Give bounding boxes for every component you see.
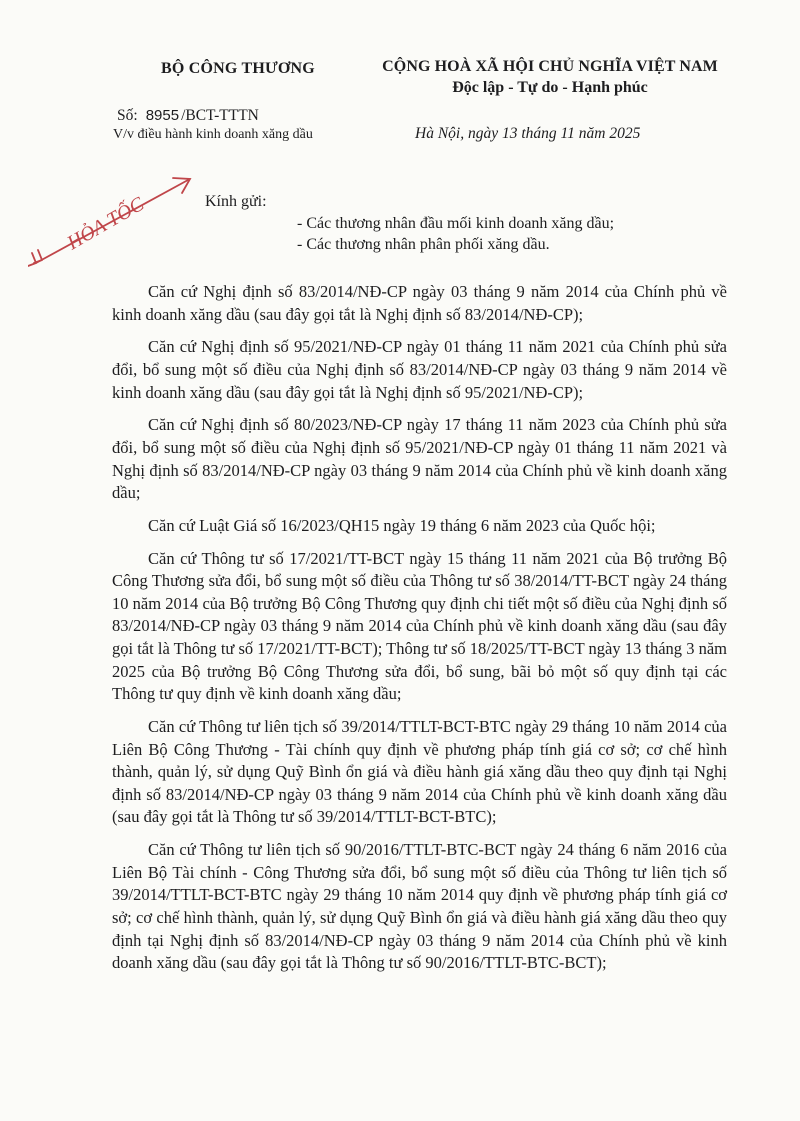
place-date: Hà Nội, ngày 13 tháng 11 năm 2025 [415,125,641,142]
legal-basis-paragraph: Căn cứ Luật Giá số 16/2023/QH15 ngày 19 tháng 6 năm 2023 của Quốc hội; [148,515,656,535]
legal-basis-paragraph: Căn cứ Nghị định số 80/2023/NĐ-CP ngày 17 tháng 11 năm 2023 của Chính phủ sửa đổi, bổ sung một số điều của Nghị định số 95/2021/NĐ-CP ngày 01 tháng 11 năm 2021 và Nghị định số 83/2014/NĐ-CP ngày 03 tháng 9 năm 2014 của Chính phủ về kinh doanh xăng dầu; [112,415,727,503]
national-motto: Độc lập - Tự do - Hạnh phúc [452,79,648,96]
so-suffix: /BCT-TTTN [181,107,259,124]
recipient-list [297,213,614,255]
national-heading [360,58,740,97]
stamp-text: HỎA TỐC [63,192,148,255]
agency-name: BỘ CÔNG THƯƠNG [161,60,315,77]
urgent-stamp [28,168,208,288]
document-number [117,107,259,125]
legal-basis-paragraph: Căn cứ Thông tư liên tịch số 90/2016/TTLT-BTC-BCT ngày 24 tháng 6 năm 2016 của Liên Bộ Tài chính - Công Thương sửa đổi, bổ sung một số điều của Thông tư liên tịch số 39/2014/TTLT-BCT-BTC ngày 29 tháng 10 năm 2014 quy định về phương pháp tính giá cơ sở; cơ chế hình thành, quản lý, sử dụng Quỹ Bình ổn giá và điều hành giá xăng dầu theo quy định tại Nghị định số 83/2014/NĐ-CP ngày 03 tháng 9 năm 2014 của Chính phủ về kinh doanh xăng dầu (sau đây gọi tắt là Thông tư số 90/2016/TTLT-BTC-BCT); [112,840,727,973]
recipient-item: - Các thương nhân đầu mối kinh doanh xăng dầu; [297,215,615,232]
legal-basis-paragraph: Căn cứ Nghị định số 95/2021/NĐ-CP ngày 01 tháng 11 năm 2021 của Chính phủ sửa đổi, bổ sung một số điều của Nghị định số 83/2014/NĐ-CP ngày 03 tháng 9 năm 2014 về kinh doanh xăng dầu (sau đây gọi tắt là Nghị định số 95/2021/NĐ-CP); [112,337,727,402]
legal-basis-paragraph: Căn cứ Thông tư liên tịch số 39/2014/TTLT-BCT-BTC ngày 29 tháng 10 năm 2014 của Liên Bộ Công Thương - Tài chính quy định về phương pháp tính giá cơ sở; cơ chế hình thành, quản lý, sử dụng Quỹ Bình ổn giá và điều hành giá xăng dầu theo quy định tại Nghị định số 83/2014/NĐ-CP ngày 03 tháng 9 năm 2014 của Chính phủ về kinh doanh xăng dầu (sau đây gọi tắt là Thông tư số 39/2014/TTLT-BCT-BTC); [112,717,727,827]
document-body [112,281,727,985]
document-subject: V/v điều hành kinh doanh xăng dầu [113,127,313,142]
legal-basis-paragraph: Căn cứ Thông tư số 17/2021/TT-BCT ngày 15 tháng 11 năm 2021 của Bộ trưởng Bộ Công Thương sửa đổi, bổ sung một số điều của Thông tư số 38/2014/TT-BCT ngày 24 tháng 10 năm 2014 của Bộ trưởng Bộ Công Thương quy định chi tiết một số điều của Nghị định số 83/2014/NĐ-CP ngày 03 tháng 9 năm 2014 của Chính phủ về kinh doanh xăng dầu (sau đây gọi tắt là Thông tư số 17/2021/TT-BCT); Thông tư số 18/2025/TT-BCT ngày 13 tháng 3 năm 2025 của Bộ trưởng Bộ Công Thương sửa đổi, bổ sung, bãi bỏ một số quy định tại các Thông tư quy định về kinh doanh xăng dầu; [112,548,727,704]
nation-title: CỘNG HOÀ XÃ HỘI CHỦ NGHĨA VIỆT NAM [382,58,718,75]
so-number: 8955 [145,107,180,124]
addressee-label: Kính gửi: [205,193,267,210]
legal-basis-paragraph: Căn cứ Nghị định số 83/2014/NĐ-CP ngày 03 tháng 9 năm 2014 của Chính phủ về kinh doanh xăng dầu (sau đây gọi tắt là Nghị định số 83/2014/NĐ-CP); [112,282,727,324]
agency-block [108,60,368,78]
so-label: Số: [117,107,138,124]
recipient-item: - Các thương nhân phân phối xăng dầu. [297,236,550,253]
